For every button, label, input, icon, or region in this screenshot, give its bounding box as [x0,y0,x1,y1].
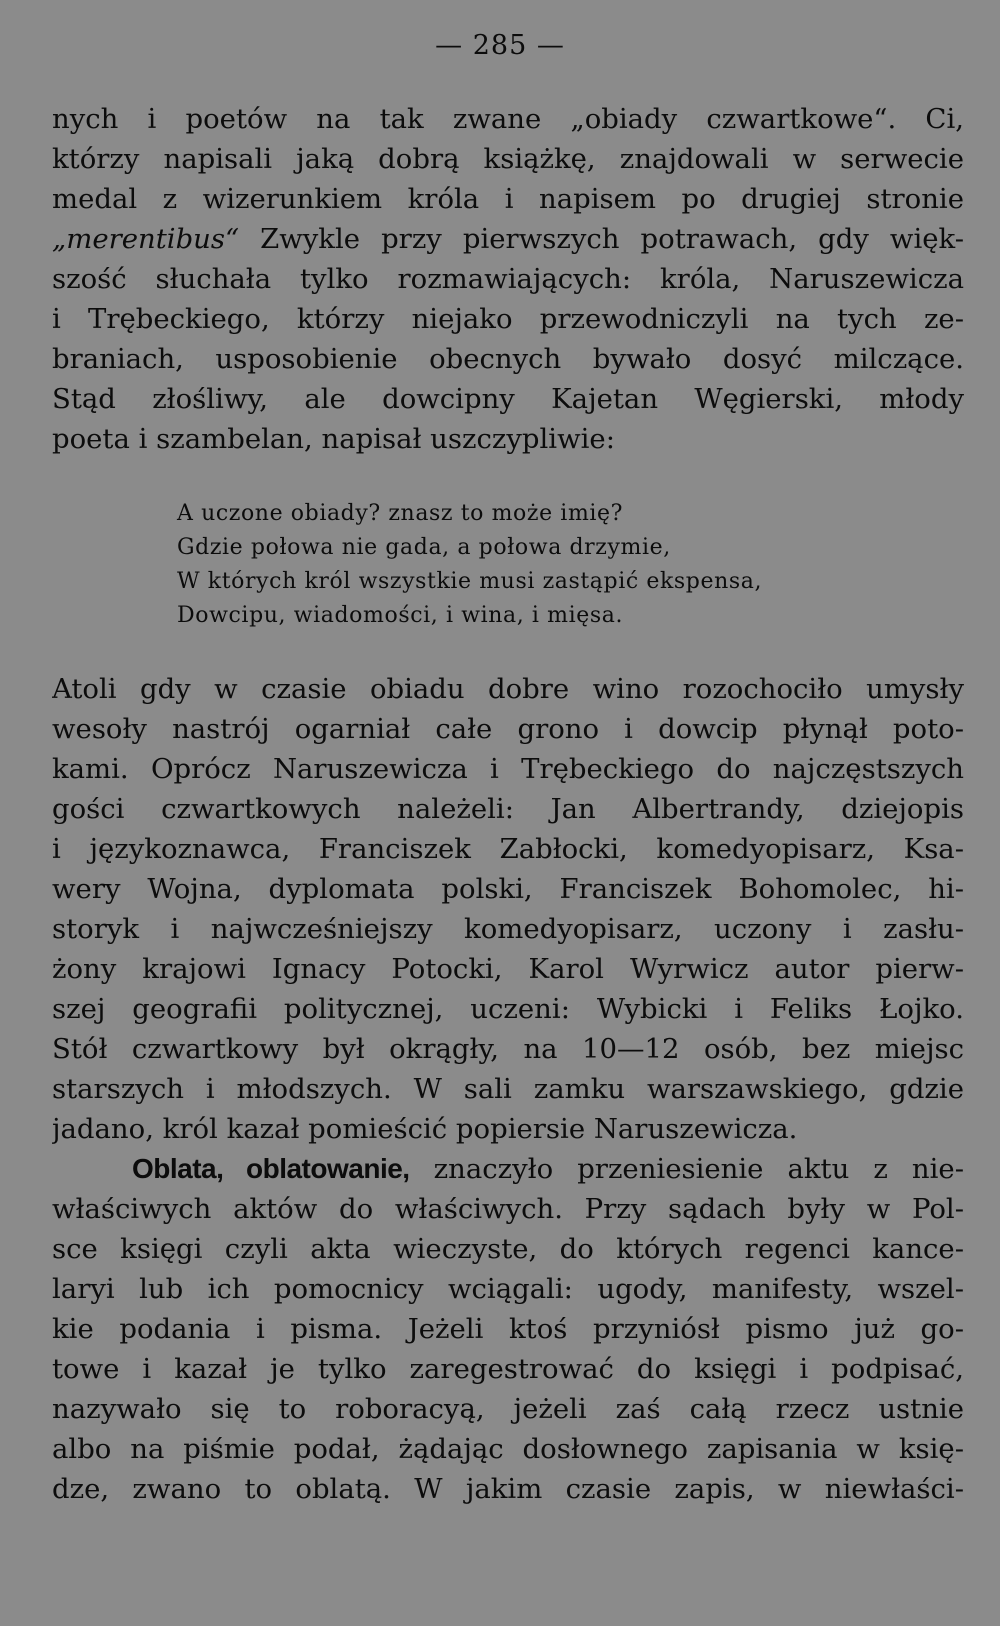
text-fragment: Zwykle przy pierwszych potrawach, gdy więk- [260,223,964,255]
text-line: i językoznawca, Franciszek Zabłocki, komedyopisarz, Ksa- [52,833,964,865]
text-line: storyk i najwcześniejszy komedyopisarz, uczony i zasłu- [52,913,964,945]
text-line: Stąd złośliwy, ale dowcipny Kajetan Węgierski, młody [52,383,964,415]
text-line: którzy napisali jaką dobrą książkę, znajdowali w serwecie [52,143,964,175]
text-line: braniach, usposobienie obecnych bywało dosyć milczące. [52,343,964,375]
verse-line: W których król wszystkie musi zastąpić ekspensa, [177,569,763,594]
text-line: medal z wizerunkiem króla i napisem po drugiej stronie [52,183,964,215]
text-line: laryi lub ich pomocnicy wciągali: ugody, manifesty, wszel- [52,1273,964,1305]
entry-term: Oblata, oblatowanie, [132,1153,410,1184]
verse-line: Dowcipu, wiadomości, i wina, i mięsa. [177,603,624,628]
text-line: kie podania i pisma. Jeżeli ktoś przyniósł pismo już go- [52,1313,964,1345]
page-number: — 285 — [435,30,565,61]
text-line: Stół czwartkowy był okrągły, na 10—12 osób, bez miejsc [52,1033,964,1065]
text-line: starszych i młodszych. W sali zamku warszawskiego, gdzie [52,1073,964,1105]
text-line-with-italic [52,219,964,259]
text-line: dze, zwano to oblatą. W jakim czasie zapis, w niewłaści- [52,1473,964,1505]
verse-line: A uczone obiady? znasz to może imię? [177,501,624,526]
text-line: nazywało się to roboracyą, jeżeli zaś całą rzecz ustnie [52,1393,964,1425]
text-line: jadano, król kazał pomieścić popiersie Naruszewicza. [52,1113,798,1145]
text-line: kami. Oprócz Naruszewicza i Trębeckiego do najczęstszych [52,753,964,785]
text-fragment: znaczyło przeniesienie aktu z nie- [433,1153,964,1185]
text-line: wesoły nastrój ogarniał całe grono i dowcip płynął poto- [52,713,964,745]
text-line: gości czwartkowych należeli: Jan Albertrandy, dziejopis [52,793,964,825]
text-line: nych i poetów na tak zwane „obiady czwartkowe“. Ci, [52,103,964,135]
entry-first-line [132,1149,964,1189]
text-line: poeta i szambelan, napisał uszczypliwie: [52,423,615,455]
text-line: żony krajowi Ignacy Potocki, Karol Wyrwicz autor pierw- [52,953,964,985]
verse-line: Gdzie połowa nie gada, a połowa drzymie, [177,535,671,560]
text-line: wery Wojna, dyplomata polski, Franciszek Bohomolec, hi- [52,873,964,905]
italic-word: „merentibus“ [52,223,240,255]
text-line: towe i kazał je tylko zaregestrować do księgi i podpisać, [52,1353,964,1385]
text-line: szej geografii politycznej, uczeni: Wybicki i Feliks Łojko. [52,993,964,1025]
text-line: właściwych aktów do właściwych. Przy sądach były w Pol- [52,1193,964,1225]
text-line: i Trębeckiego, którzy niejako przewodniczyli na tych ze- [52,303,964,335]
text-line: Atoli gdy w czasie obiadu dobre wino rozochociło umysły [52,673,964,705]
text-line: albo na piśmie podał, żądając dosłownego zapisania w księ- [52,1433,964,1465]
text-line: szość słuchała tylko rozmawiających: króla, Naruszewicza [52,263,964,295]
text-line: sce księgi czyli akta wieczyste, do których regenci kance- [52,1233,964,1265]
